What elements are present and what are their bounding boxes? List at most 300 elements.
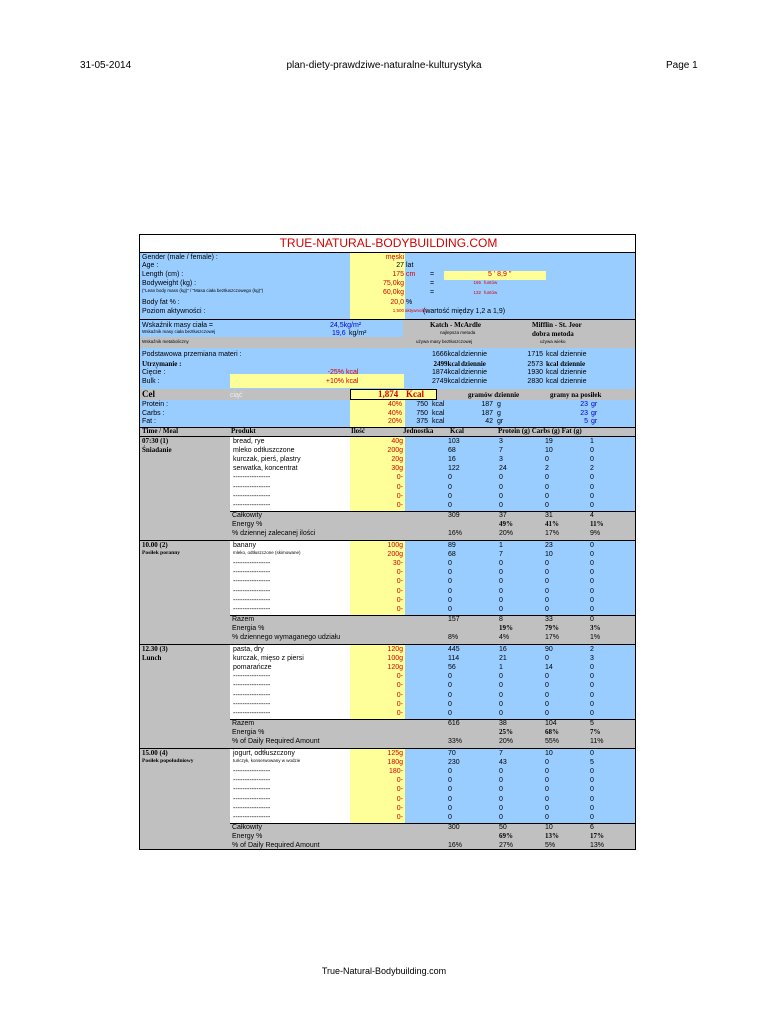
product-quantity: 0- bbox=[396, 605, 403, 613]
product-quantity: 0- bbox=[396, 700, 403, 708]
energy-fat: 3% bbox=[590, 624, 601, 632]
katch-kcal-unit: dziennie bbox=[461, 351, 488, 358]
meal-name: Lunch bbox=[142, 654, 162, 662]
macro-percent: 20% bbox=[387, 418, 402, 425]
length-feet-inches: 5 ' 8,9 '' bbox=[488, 271, 512, 278]
macro-meal-unit: gr bbox=[591, 410, 598, 417]
product-fat: 0 bbox=[590, 501, 594, 509]
product-quantity: 20g bbox=[391, 456, 403, 464]
age-label: Age : bbox=[142, 262, 159, 269]
macro-meal-grams: 23 bbox=[580, 410, 588, 417]
body-fat-value: 20,0 bbox=[390, 299, 404, 306]
product-quantity: 0- bbox=[396, 492, 403, 500]
age-value: 27 bbox=[396, 262, 404, 269]
product-quantity: 0- bbox=[396, 682, 403, 690]
product-carbs: 2 bbox=[545, 465, 549, 473]
katch-kcal-unit: dziennie bbox=[461, 360, 486, 368]
mifflin-kcal-unit: kcal dziennie bbox=[546, 360, 586, 368]
activity-unit: aktywności bbox=[405, 308, 428, 313]
product-name: ---------------- bbox=[233, 804, 271, 812]
product-protein: 0 bbox=[499, 578, 503, 586]
total-label: Całkowity bbox=[232, 824, 262, 831]
product-name: ---------------- bbox=[233, 673, 271, 681]
product-protein: 0 bbox=[499, 587, 503, 595]
weight-pounds: 165 bbox=[473, 280, 481, 285]
length-label: Length (cm) : bbox=[142, 271, 184, 278]
product-fat: 0 bbox=[590, 786, 594, 794]
product-fat: 0 bbox=[590, 560, 594, 568]
total-kcal: 309 bbox=[448, 512, 460, 519]
product-kcal: 0 bbox=[448, 483, 452, 491]
product-protein: 0 bbox=[499, 804, 503, 812]
product-name: pasta, dry bbox=[233, 646, 264, 653]
product-protein: 0 bbox=[499, 596, 503, 604]
macro-label: Fat : bbox=[142, 418, 157, 425]
adjustment-percent: +10% bbox=[325, 378, 344, 385]
product-kcal: 0 bbox=[448, 578, 452, 586]
product-quantity: 120g bbox=[387, 664, 403, 672]
mifflin-kcal-unit: kcal dziennie bbox=[546, 378, 587, 385]
product-carbs: 0 bbox=[545, 700, 549, 708]
product-carbs: 10 bbox=[545, 447, 553, 455]
product-fat: 0 bbox=[590, 587, 594, 595]
product-name: ---------------- bbox=[233, 569, 271, 577]
gender-label: Gender (male / female) : bbox=[142, 254, 218, 261]
product-carbs: 0 bbox=[545, 605, 549, 613]
length-value: 175 bbox=[392, 271, 404, 278]
product-fat: 3 bbox=[590, 655, 594, 663]
daily-carbs: 17% bbox=[545, 634, 560, 641]
activity-value: 1,500 bbox=[392, 308, 404, 313]
total-protein: 38 bbox=[499, 720, 507, 727]
product-name: ---------------- bbox=[233, 492, 271, 500]
katch-kcal-unit: dziennie bbox=[461, 369, 488, 376]
macro-grams: 42 bbox=[485, 418, 493, 425]
mifflin-kcal-unit: kcal dziennie bbox=[546, 369, 587, 376]
product-name: ---------------- bbox=[233, 700, 271, 708]
mifflin-note: używa wieku bbox=[540, 339, 566, 344]
macro-kcal-unit: kcal bbox=[432, 401, 445, 408]
total-protein: 50 bbox=[499, 824, 507, 831]
product-kcal: 0 bbox=[448, 786, 452, 794]
product-name: bread, rye bbox=[233, 438, 265, 445]
energy-protein: 25% bbox=[499, 728, 513, 736]
product-fat: 0 bbox=[590, 750, 594, 757]
product-kcal: 230 bbox=[448, 759, 460, 767]
product-carbs: 23 bbox=[545, 542, 553, 549]
product-carbs: 0 bbox=[545, 813, 549, 821]
sheet-title: TRUE-NATURAL-BODYBUILDING.COM bbox=[279, 236, 498, 250]
age-unit: lat bbox=[406, 262, 414, 269]
energy-label: Energy % bbox=[232, 521, 263, 528]
product-quantity: 0- bbox=[396, 804, 403, 812]
product-name: banany bbox=[233, 542, 256, 549]
macro-kcal: 375 bbox=[416, 418, 428, 425]
product-name: ---------------- bbox=[233, 777, 271, 785]
goal-label: Cel bbox=[142, 389, 155, 399]
product-quantity: 0- bbox=[396, 795, 403, 803]
meal-name: Śniadanie bbox=[142, 446, 172, 454]
katch-kcal-unit: dziennie bbox=[461, 378, 488, 385]
product-fat: 0 bbox=[590, 456, 594, 464]
product-kcal: 103 bbox=[448, 438, 460, 445]
product-name: ---------------- bbox=[233, 474, 271, 482]
product-name: ---------------- bbox=[233, 596, 271, 604]
product-quantity: 180- bbox=[388, 768, 403, 776]
product-kcal: 0 bbox=[448, 596, 452, 604]
product-carbs: 0 bbox=[545, 709, 549, 717]
product-protein: 0 bbox=[499, 474, 503, 482]
product-name: serwatka, koncentrat bbox=[233, 465, 298, 473]
energy-carbs: 13% bbox=[545, 832, 559, 840]
daily-protein: 4% bbox=[499, 634, 510, 641]
column-kcal: Kcal bbox=[450, 427, 464, 435]
product-quantity: 200g bbox=[387, 447, 403, 455]
product-protein: 3 bbox=[499, 438, 503, 445]
daily-carbs: 5% bbox=[545, 842, 556, 849]
product-kcal: 0 bbox=[448, 691, 452, 699]
product-carbs: 90 bbox=[545, 646, 553, 653]
katch-subtitle: najlepsza metoda bbox=[440, 330, 476, 335]
grams-per-meal-header: gramy na posiłek bbox=[550, 391, 602, 399]
katch-title: Katch - McArdle bbox=[430, 321, 481, 329]
product-name: mleko, odtłuszczone (skimowane) bbox=[233, 550, 301, 556]
total-kcal: 157 bbox=[448, 616, 460, 623]
product-protein: 24 bbox=[499, 465, 507, 473]
product-quantity: 180g bbox=[387, 759, 403, 767]
product-protein: 16 bbox=[499, 646, 507, 653]
product-kcal: 0 bbox=[448, 682, 452, 690]
goal-kcal: 1,874 bbox=[378, 389, 399, 399]
product-kcal: 0 bbox=[448, 700, 452, 708]
total-carbs: 31 bbox=[545, 512, 553, 519]
metabolic-label: Wskaźnik metaboliczny bbox=[142, 339, 189, 344]
katch-kcal: 2749kcal bbox=[431, 378, 460, 385]
product-quantity: 120g bbox=[387, 646, 403, 653]
daily-label: % dziennej zalecanej ilości bbox=[232, 530, 316, 537]
product-name: kurczak, pierś, plastry bbox=[233, 456, 301, 464]
macro-kcal-unit: kcal bbox=[432, 418, 445, 425]
grams-per-day-header: gramów dziennie bbox=[468, 391, 520, 399]
lbm-pounds: 132 bbox=[473, 290, 481, 295]
daily-fat: 11% bbox=[590, 738, 604, 745]
product-protein: 0 bbox=[499, 501, 503, 509]
daily-kcal: 16% bbox=[448, 530, 463, 537]
product-name: ---------------- bbox=[233, 768, 271, 776]
meal-name: Posiłek popołudniowy bbox=[142, 758, 194, 764]
product-protein: 0 bbox=[499, 673, 503, 681]
length-equals: = bbox=[430, 271, 435, 278]
product-quantity: 0- bbox=[396, 578, 403, 586]
product-carbs: 0 bbox=[545, 474, 549, 482]
product-kcal: 122 bbox=[448, 465, 460, 473]
total-protein: 8 bbox=[499, 616, 503, 623]
product-name: ---------------- bbox=[233, 709, 271, 717]
macro-meal-grams: 5 bbox=[584, 418, 588, 425]
energy-label: Energia % bbox=[232, 729, 265, 736]
product-fat: 0 bbox=[590, 569, 594, 577]
product-name: tuńczyk, konserwowany w wodzie bbox=[233, 758, 301, 764]
product-protein: 0 bbox=[499, 813, 503, 821]
energy-fat: 7% bbox=[590, 728, 601, 736]
total-carbs: 104 bbox=[545, 720, 557, 727]
body-fat-label: Body fat % : bbox=[142, 299, 180, 306]
product-kcal: 16 bbox=[448, 456, 456, 464]
product-quantity: 40g bbox=[391, 438, 403, 445]
product-protein: 0 bbox=[499, 492, 503, 500]
length-unit: cm bbox=[406, 271, 416, 278]
product-fat: 0 bbox=[590, 664, 594, 672]
metric-divider bbox=[403, 319, 404, 320]
daily-kcal: 33% bbox=[448, 738, 463, 745]
product-fat: 0 bbox=[590, 777, 594, 785]
product-protein: 7 bbox=[499, 551, 503, 559]
product-carbs: 0 bbox=[545, 655, 549, 663]
product-name: kurczak, mięso z piersi bbox=[233, 655, 304, 663]
lbm-equals: = bbox=[430, 289, 435, 296]
header-page: Page 1 bbox=[666, 60, 698, 71]
katch-kcal: 1874kcal bbox=[431, 369, 460, 376]
energy-carbs: 79% bbox=[545, 624, 559, 632]
ffmi-unit: kg/m² bbox=[349, 330, 367, 337]
daily-kcal: 8% bbox=[448, 634, 459, 641]
product-name: ---------------- bbox=[233, 813, 271, 821]
product-quantity: 30- bbox=[392, 560, 403, 568]
macro-grams: 187 bbox=[481, 401, 493, 408]
product-fat: 0 bbox=[590, 813, 594, 821]
product-carbs: 0 bbox=[545, 587, 549, 595]
macro-grams-unit: gr bbox=[497, 418, 504, 425]
product-carbs: 19 bbox=[545, 438, 553, 445]
product-fat: 2 bbox=[590, 646, 594, 653]
energy-protein: 69% bbox=[499, 832, 513, 840]
mifflin-kcal: 1715 bbox=[527, 351, 543, 358]
product-quantity: 0- bbox=[396, 483, 403, 491]
product-name: ---------------- bbox=[233, 795, 271, 803]
total-fat: 6 bbox=[590, 824, 594, 831]
katch-kcal: 2499kcal bbox=[433, 360, 460, 368]
total-label: Całkowity bbox=[232, 512, 262, 519]
header-title: plan-diety-prawdziwe-naturalne-kulturystyka bbox=[286, 60, 482, 71]
metabolic-row-label: Utrzymanie : bbox=[142, 360, 182, 368]
product-carbs: 10 bbox=[545, 551, 553, 559]
product-quantity: 0- bbox=[396, 596, 403, 604]
product-fat: 0 bbox=[590, 492, 594, 500]
total-protein: 37 bbox=[499, 512, 507, 519]
macro-kcal: 750 bbox=[416, 401, 428, 408]
product-kcal: 0 bbox=[448, 673, 452, 681]
product-protein: 43 bbox=[499, 759, 507, 767]
product-kcal: 0 bbox=[448, 474, 452, 482]
weight-pounds-unit: funtów bbox=[484, 280, 498, 285]
product-quantity: 30g bbox=[391, 465, 403, 473]
meal-time-cell bbox=[140, 541, 230, 645]
product-carbs: 10 bbox=[545, 750, 553, 757]
product-name: mleko odtłuszczone bbox=[233, 447, 295, 455]
diet-spreadsheet bbox=[139, 234, 636, 850]
total-kcal: 616 bbox=[448, 720, 460, 727]
product-quantity: 0- bbox=[396, 474, 403, 482]
product-carbs: 0 bbox=[545, 777, 549, 785]
product-kcal: 0 bbox=[448, 804, 452, 812]
product-quantity: 125g bbox=[387, 750, 403, 757]
macro-kcal-unit: kcal bbox=[432, 410, 445, 417]
meal-time: 10.00 (2) bbox=[142, 541, 168, 549]
product-quantity: 0- bbox=[396, 813, 403, 821]
product-protein: 0 bbox=[499, 768, 503, 776]
product-fat: 0 bbox=[590, 447, 594, 455]
total-fat: 4 bbox=[590, 512, 594, 519]
product-protein: 0 bbox=[499, 682, 503, 690]
product-fat: 2 bbox=[590, 465, 594, 473]
product-name: ---------------- bbox=[233, 682, 271, 690]
total-carbs: 10 bbox=[545, 824, 553, 831]
adjustment-unit: kcal bbox=[346, 378, 359, 385]
mifflin-kcal: 1930 bbox=[527, 369, 543, 376]
product-quantity: 200g bbox=[387, 551, 403, 559]
total-label: Razem bbox=[232, 720, 255, 727]
fat-unit: % bbox=[406, 299, 413, 306]
daily-kcal: 16% bbox=[448, 842, 463, 849]
product-carbs: 0 bbox=[545, 501, 549, 509]
product-kcal: 0 bbox=[448, 501, 452, 509]
energy-fat: 11% bbox=[590, 520, 604, 528]
daily-fat: 1% bbox=[590, 634, 601, 641]
daily-carbs: 55% bbox=[545, 738, 560, 745]
product-quantity: 0- bbox=[396, 587, 403, 595]
product-fat: 0 bbox=[590, 691, 594, 699]
product-fat: 0 bbox=[590, 605, 594, 613]
mifflin-kcal-unit: kcal dziennie bbox=[546, 351, 587, 358]
product-fat: 0 bbox=[590, 474, 594, 482]
product-quantity: 0- bbox=[396, 709, 403, 717]
weight-equals: = bbox=[430, 280, 435, 287]
product-kcal: 70 bbox=[448, 750, 456, 757]
product-kcal: 0 bbox=[448, 795, 452, 803]
product-fat: 0 bbox=[590, 795, 594, 803]
total-fat: 5 bbox=[590, 720, 594, 727]
meal-summary-divider bbox=[230, 823, 636, 824]
meal-time: 07:30 (1) bbox=[142, 437, 169, 445]
energy-protein: 49% bbox=[499, 520, 513, 528]
daily-protein: 20% bbox=[499, 738, 514, 745]
macro-grams: 187 bbox=[481, 410, 493, 417]
header-date: 31-05-2014 bbox=[80, 60, 132, 71]
product-kcal: 0 bbox=[448, 587, 452, 595]
product-carbs: 0 bbox=[545, 492, 549, 500]
weight-value: 75,0kg bbox=[382, 280, 404, 287]
product-name: ---------------- bbox=[233, 587, 271, 595]
mifflin-title: Mifflin - St. Jeor bbox=[532, 321, 582, 329]
macro-grams-unit: g bbox=[497, 410, 501, 417]
total-label: Razem bbox=[232, 616, 255, 623]
column-product: Produkt bbox=[231, 427, 256, 435]
product-fat: 0 bbox=[590, 804, 594, 812]
column-time: Time / Meal bbox=[142, 427, 179, 435]
footer-text: True-Natural-Bodybuilding.com bbox=[321, 966, 447, 976]
product-carbs: 0 bbox=[545, 578, 549, 586]
product-quantity: 0- bbox=[396, 691, 403, 699]
metabolic-row-label: Cięcie : bbox=[142, 369, 166, 376]
product-quantity: 0- bbox=[396, 501, 403, 509]
product-fat: 0 bbox=[590, 483, 594, 491]
product-name: jogurt, odtłuszczony bbox=[233, 750, 295, 757]
product-fat: 0 bbox=[590, 709, 594, 717]
product-kcal: 0 bbox=[448, 709, 452, 717]
product-kcal: 445 bbox=[448, 646, 460, 653]
product-carbs: 0 bbox=[545, 596, 549, 604]
product-protein: 0 bbox=[499, 709, 503, 717]
product-protein: 7 bbox=[499, 447, 503, 455]
meal-time: 12.30 (3) bbox=[142, 645, 168, 653]
product-protein: 0 bbox=[499, 605, 503, 613]
product-carbs: 0 bbox=[545, 560, 549, 568]
katch-note: używa masy beztłuszczowej bbox=[416, 339, 473, 344]
product-protein: 0 bbox=[499, 569, 503, 577]
meal-time: 15.00 (4) bbox=[142, 749, 168, 757]
daily-label: % dziennego wymaganego udziału bbox=[232, 634, 341, 641]
macro-label: Carbs : bbox=[142, 410, 165, 417]
product-carbs: 0 bbox=[545, 483, 549, 491]
product-kcal: 0 bbox=[448, 768, 452, 776]
product-name: ---------------- bbox=[233, 578, 271, 586]
product-protein: 0 bbox=[499, 795, 503, 803]
product-fat: 0 bbox=[590, 768, 594, 776]
gender-value: męski bbox=[385, 254, 404, 261]
product-kcal: 0 bbox=[448, 560, 452, 568]
product-fat: 1 bbox=[590, 438, 594, 445]
meal-summary-divider bbox=[230, 511, 636, 512]
daily-protein: 20% bbox=[499, 530, 514, 537]
product-kcal: 114 bbox=[448, 655, 460, 663]
product-name: ---------------- bbox=[233, 786, 271, 794]
macro-meal-unit: gr bbox=[591, 401, 598, 408]
macro-label: Protein : bbox=[142, 401, 169, 408]
product-name: ---------------- bbox=[233, 501, 271, 509]
product-fat: 0 bbox=[590, 673, 594, 681]
macro-meal-unit: gr bbox=[591, 418, 598, 425]
product-name: ---------------- bbox=[233, 605, 271, 613]
product-carbs: 0 bbox=[545, 768, 549, 776]
adjustment-unit: kcal bbox=[346, 369, 359, 376]
product-carbs: 0 bbox=[545, 673, 549, 681]
energy-label: Energy % bbox=[232, 833, 263, 840]
product-protein: 1 bbox=[499, 664, 503, 672]
goal-mode: ciąć bbox=[230, 392, 243, 399]
mifflin-subtitle: dobra metoda bbox=[532, 330, 574, 338]
meal-name: Posiłek poranny bbox=[142, 550, 181, 556]
product-quantity: 100g bbox=[387, 542, 403, 549]
energy-protein: 19% bbox=[499, 624, 513, 632]
product-kcal: 68 bbox=[448, 551, 456, 559]
daily-protein: 27% bbox=[499, 842, 514, 849]
energy-label: Energia % bbox=[232, 625, 265, 632]
product-carbs: 0 bbox=[545, 795, 549, 803]
mifflin-kcal: 2573 bbox=[527, 361, 543, 368]
bmi-label: Wskaźnik masy ciała = bbox=[142, 322, 213, 329]
energy-fat: 17% bbox=[590, 832, 604, 840]
product-protein: 0 bbox=[499, 777, 503, 785]
product-kcal: 0 bbox=[448, 605, 452, 613]
product-protein: 0 bbox=[499, 560, 503, 568]
meal-summary-divider bbox=[230, 615, 636, 616]
mifflin-kcal: 2830 bbox=[527, 378, 543, 385]
product-protein: 21 bbox=[499, 655, 507, 663]
product-name: ---------------- bbox=[233, 691, 271, 699]
product-fat: 0 bbox=[590, 542, 594, 549]
product-quantity: 0- bbox=[396, 777, 403, 785]
product-protein: 0 bbox=[499, 700, 503, 708]
